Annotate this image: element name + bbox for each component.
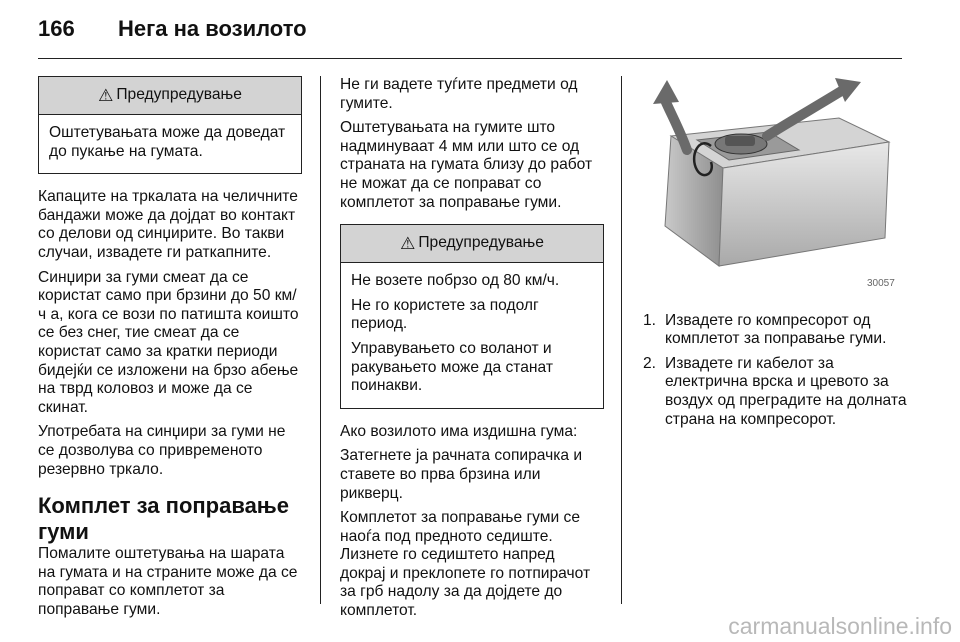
warning-line: Управувањето со воланот и ракувањето може да станат поинакви. — [351, 339, 553, 395]
column-divider — [621, 76, 622, 604]
warning-body — [341, 263, 603, 408]
page-title: Нега на возилото — [118, 16, 307, 41]
warning-text: Оштетувањата може да доведат до пукање на гумата. — [49, 124, 286, 160]
list-item — [643, 355, 907, 429]
warning-heading-text: Предупредување — [116, 86, 242, 104]
step-number: 2. — [643, 354, 657, 372]
warning-heading — [341, 225, 603, 263]
paragraph: Оштетувањата на гумите што надминуваат 4 мм или што се од страната на гумата близу до работ не можат да се поправат со комплетот за поправање гуми. — [340, 119, 593, 211]
warning-triangle-icon: ⚠ — [98, 86, 114, 105]
figure-code: 30057 — [867, 278, 895, 289]
warning-heading — [39, 77, 301, 115]
paragraph: Употребата на синџири за гуми не се дозволува со привременото резервно тркало. — [38, 423, 286, 478]
section-title: Комплет за поправање гуми — [38, 493, 289, 545]
column-3 — [643, 76, 907, 435]
paragraph: Затегнете ја рачната сопирачка и ставете во прва брзина или рикверц. — [340, 447, 583, 502]
warning-line: Не возете побрзо од 80 км/ч. — [351, 272, 560, 290]
step-number: 1. — [643, 311, 657, 329]
warning-box-1 — [38, 76, 302, 174]
warning-box-2 — [340, 224, 604, 409]
page-number: 166 — [38, 16, 75, 41]
paragraph: Капаците на тркалата на челичните бандажи може да дојдат во контакт со делови од синџирите. Во такви случаи, извадете ги раткапните. — [38, 188, 298, 261]
paragraph: Не ги вадете туѓите предмети од гумите. — [340, 76, 578, 112]
paragraph: Комплетот за поправање гуми се наоѓа под предното седиште. Лизнете го седиштето напред докрај и преклопете го потпирачот за грб надолу за да дојдете до комплетот. — [340, 509, 591, 620]
warning-body — [39, 115, 301, 173]
list-item — [643, 312, 907, 349]
warning-heading-text: Предупредување — [418, 234, 544, 252]
section-intro: Помалите оштетувања на шарата на гумата и на страните може да се поправат со комплетот за поправање гуми. — [38, 545, 298, 618]
header-rule — [38, 58, 902, 59]
steps-list — [643, 312, 907, 430]
paragraph: Ако возилото има издишна гума: — [340, 422, 578, 440]
column-1 — [38, 76, 302, 625]
warning-line: Не го користете за подолг период. — [351, 296, 539, 333]
column-2 — [340, 76, 604, 627]
watermark: carmanualsonline.info — [728, 613, 952, 639]
paragraph: Синџири за гуми смеат да се користат само при брзини до 50 км/ч а, кога се вози по патишта коишто се без снег, тие смеат да се користат само за кратки периоди бидејќи се изложени на брзо абење на тврд коловоз и може да се скинат. — [38, 268, 299, 416]
step-text: Извадете го компресорот од комплетот за поправање гуми. — [665, 311, 887, 348]
column-divider — [320, 76, 321, 604]
tire-repair-kit-figure — [649, 76, 901, 292]
step-text: Извадете ги кабелот за електрична врска и цревото за воздух од преградите на долната страна на компресорот. — [665, 354, 907, 428]
warning-triangle-icon: ⚠ — [400, 234, 416, 254]
